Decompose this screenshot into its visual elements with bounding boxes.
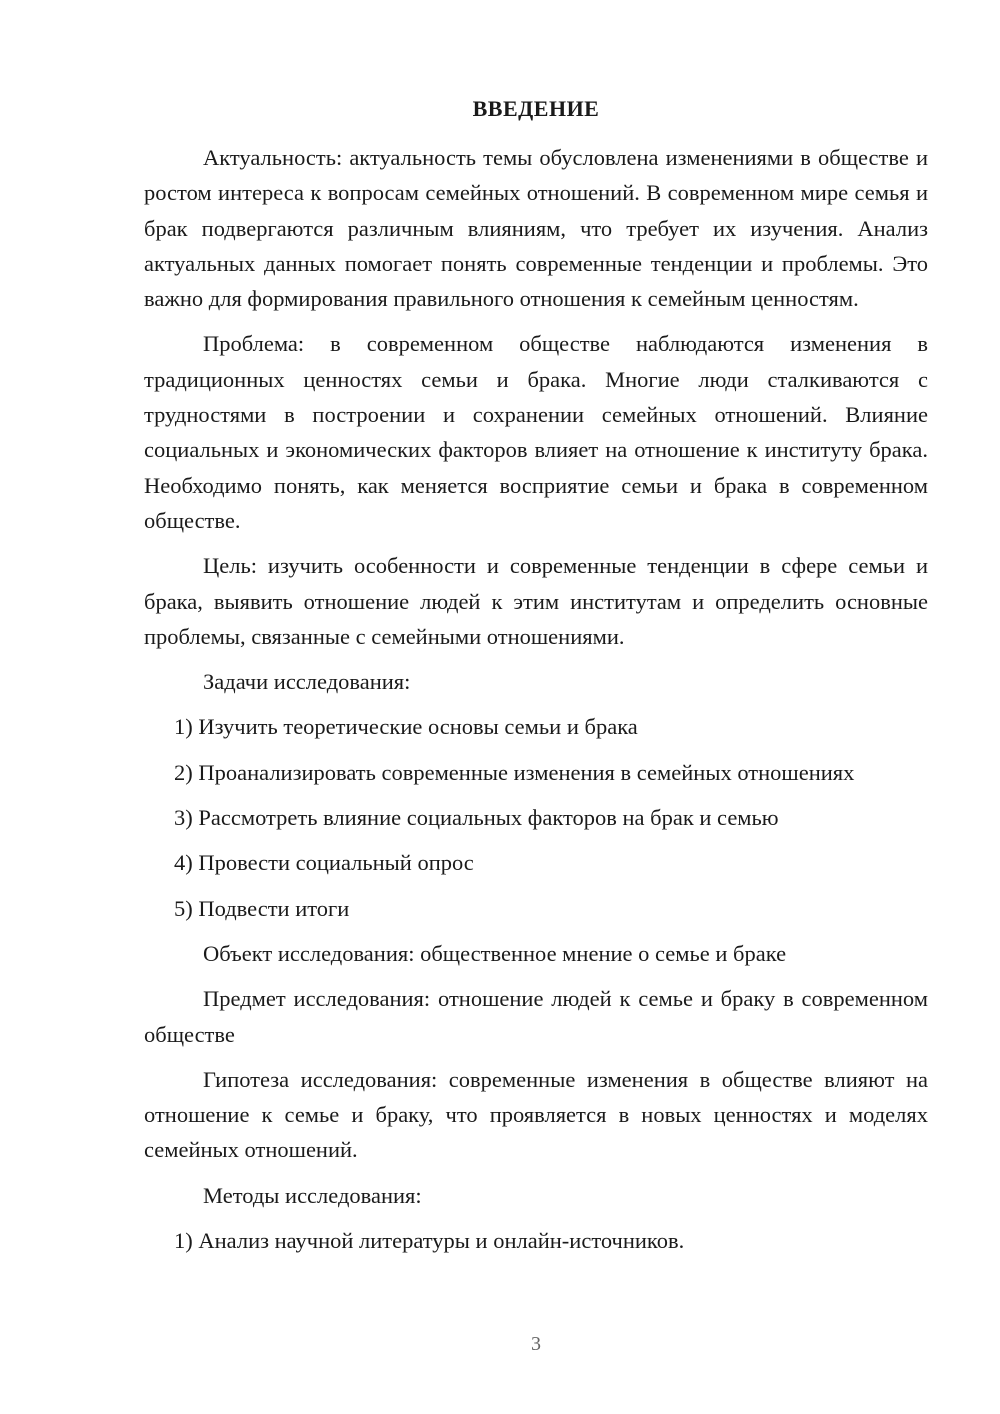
tasks-title: Задачи исследования: — [203, 669, 411, 695]
page-number: 3 — [531, 1333, 541, 1355]
list-item: 2) Проанализировать современные изменения в семейных отношениях — [174, 759, 855, 785]
list-item: 5) Подвести итоги — [174, 895, 350, 921]
list-item: 4) Провести социальный опрос — [174, 850, 474, 876]
page-content — [144, 140, 928, 1268]
list-item: 3) Рассмотреть влияние социальных факторов на брак и семью — [174, 805, 779, 831]
heading-text: ВВЕДЕНИЕ — [472, 96, 600, 121]
tasks-list — [144, 709, 928, 925]
methods-list — [144, 1223, 928, 1258]
paragraph-relevance: Актуальность: актуальность темы обусловлена изменениями в обществе и ростом интереса к вопросам семейных отношений. В современном мире семья и брак подвергаются различным влияниям, что требует их изучения. Анализ актуальных данных помогает понять современные тенденции и проблемы. Это важно для формирования правильного отношения к семейным ценностям. — [144, 145, 928, 312]
list-item: 1) Изучить теоретические основы семьи и брака — [174, 714, 638, 740]
section-heading — [72, 96, 1000, 122]
paragraph-object: Объект исследования: общественное мнение о семье и браке — [203, 940, 787, 966]
paragraph-hypothesis: Гипотеза исследования: современные изменения в обществе влияют на отношение к семье и браку, что проявляется в новых ценностях и моделях семейных отношений. — [144, 1066, 928, 1163]
methods-title: Методы исследования: — [203, 1182, 422, 1208]
paragraph-subject: Предмет исследования: отношение людей к семье и браку в современном обществе — [144, 986, 928, 1047]
paragraph-problem: Проблема: в современном обществе наблюдаются изменения в традиционных ценностях семьи и брака. Многие люди сталкиваются с трудностями в построении и сохранении семейных отношений. Влияние социальных и экономических факторов влияет на отношение к институту брака. Необходимо понять, как меняется восприятие семьи и брака в современном обществе. — [144, 331, 928, 533]
paragraph-goal: Цель: изучить особенности и современные тенденции в сфере семьи и брака, выявить отношение людей к этим институтам и определить основные проблемы, связанные с семейными отношениями. — [144, 553, 928, 649]
list-item: 1) Анализ научной литературы и онлайн-источников. — [174, 1228, 685, 1254]
